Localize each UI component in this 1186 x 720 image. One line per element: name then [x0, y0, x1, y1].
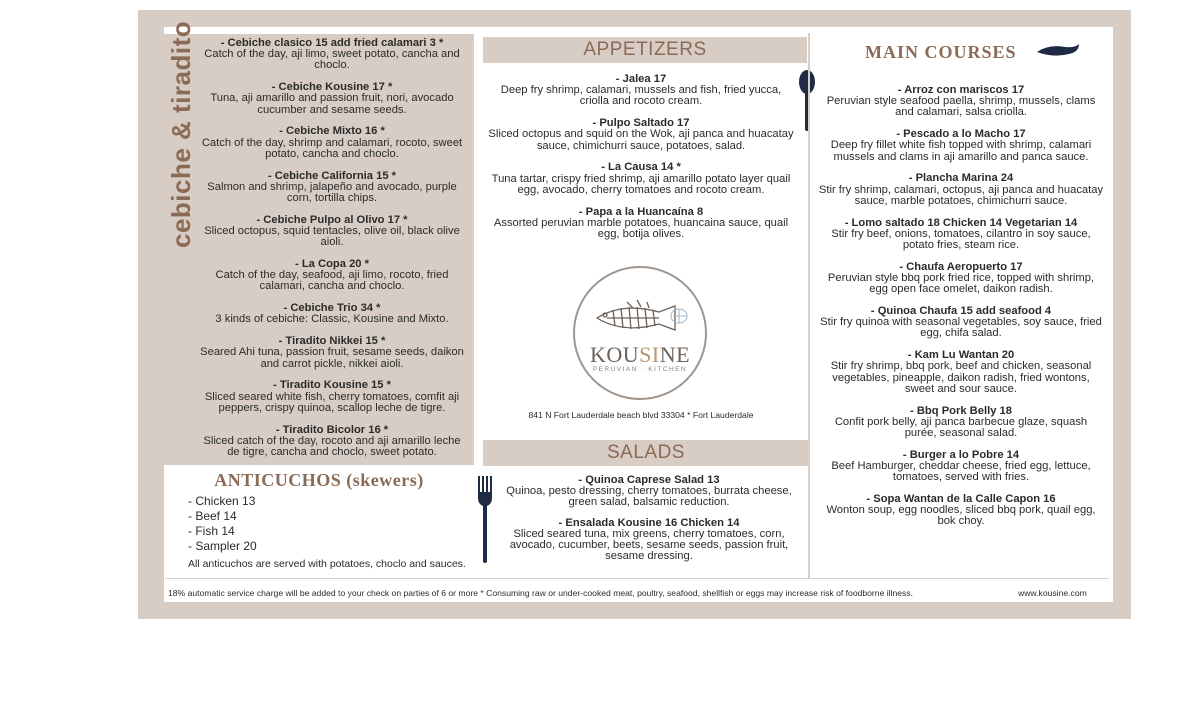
menu-item-description: Peruvian style bbq pork fried rice, topped with shrimp, egg open face omelet, daikon radish. [827, 272, 1095, 296]
menu-item-description: Confit pork belly, aji panca barbecue glaze, squash purée, seasonal salad. [834, 415, 1088, 440]
anticucho-item: - Beef 14 [188, 509, 237, 523]
menu-item-name: - Sopa Wantan de la Calle Capon 16 [866, 493, 1056, 506]
menu-item [488, 74, 794, 108]
column-divider [808, 33, 810, 578]
menu-item-description: Stir fry beef, onions, tomatoes, cilantro in soy sauce, potato fries, steam rice. [831, 227, 1091, 252]
menu-item-name: - Burger a lo Pobre 14 [902, 448, 1020, 461]
ceviche-section-title: cebiche & tiradito [166, 20, 196, 248]
menu-item-name: - Cebiche Kousine 17 * [271, 81, 393, 94]
menu-item-description: Sliced seared tuna, mix greens, cherry tomatoes, corn, avocado, cucumber, beets, sesame seeds, passion fruit, sesame dressing. [509, 527, 789, 563]
anticuchos-note: All anticuchos are served with potatoes, choclo and sauces. [188, 558, 466, 570]
menu-item [196, 38, 468, 72]
menu-item-description: Stir fry quinoa with seasonal vegetables, soy sauce, fried egg, chifa salad. [820, 316, 1102, 340]
menu-item-description: Salmon and shrimp, jalapeño and avocado, purple corn, tortilla chips. [207, 180, 457, 205]
anticuchos-title: ANTICUCHOS (skewers) [214, 470, 424, 490]
menu-item-description: Stir fry shrimp, calamari, octopus, aji panca and huacatay sauce, marble potatoes, chimichurri sauce. [818, 183, 1104, 207]
menu-item-description: Deep fry shrimp, calamari, mussels and fish, fried yucca, criolla and rocoto cream. [500, 84, 782, 108]
menu-item-description: Catch of the day, shrimp and calamari, rocoto, sweet potato, cancha and choclo. [201, 136, 463, 160]
menu-item [818, 350, 1104, 395]
menu-item-description: Sliced seared white fish, cherry tomatoes, comfit aji peppers, crispy quinoa, scallop leche de tigre. [204, 390, 460, 414]
menu-item [818, 306, 1104, 340]
footer-note: 18% automatic service charge will be added to your check on parties of 6 or more * Consuming raw or under-cooked meat, poultry, seafood, shellfish or eggs may increase risk of foodborne illness. [168, 588, 914, 598]
menu-item-name: - Quinoa Chaufa 15 add seafood 4 [870, 305, 1052, 318]
menu-item [818, 173, 1104, 207]
menu-item-description: Catch of the day, seafood, aji limo, rocoto, fried calamari, cancha and choclo. [215, 269, 449, 293]
menu-item-name: - Cebiche clasico 15 add fried calamari 3 * [220, 37, 444, 49]
menu-item-description: Beef Hamburger, cheddar cheese, fried egg, lettuce, tomatoes, served with fries. [831, 460, 1091, 484]
menu-item [196, 380, 468, 414]
menu-item-name: - Cebiche Pulpo al Olivo 17 * [256, 213, 408, 226]
menu-item-description: Stir fry shrimp, bbq pork, beef and chicken, seasonal vegetables, pineapple, daikon radish, fried wontons, sweet and sour sauce. [830, 360, 1092, 395]
menu-item-name: - Quinoa Caprese Salad 13 [578, 474, 720, 486]
ceviche-list [196, 38, 468, 469]
menu-item-name: - Papa a la Huancaína 8 [578, 205, 704, 218]
menu-item [494, 475, 804, 509]
menu-item-description: Quinoa, pesto dressing, cherry tomatoes, burrata cheese, green salad, balsamic reduction. [506, 485, 792, 509]
menu-item [196, 82, 468, 116]
menu-item [818, 494, 1104, 528]
menu-item-name: - Cebiche Mixto 16 * [279, 125, 385, 138]
menu-item [494, 518, 804, 563]
menu-item-name: - Tiradito Bicolor 16 * [275, 423, 389, 436]
menu-item [196, 303, 468, 325]
anticucho-item: - Sampler 20 [188, 539, 257, 553]
menu-item-description: Peruvian style seafood paella, shrimp, mussels, clams and calamari, salsa criolla. [826, 95, 1096, 119]
anticucho-item: - Fish 14 [188, 524, 235, 538]
kousine-logo [573, 266, 707, 400]
anticucho-item: - Chicken 13 [188, 494, 256, 508]
logo-wordmark: KOUSINE [589, 342, 691, 367]
menu-item-name: - Plancha Marina 24 [908, 172, 1014, 185]
menu-item-name: - La Copa 20 * [295, 258, 369, 271]
menu-item [818, 450, 1104, 484]
menu-item-name: - Pulpo Saltado 17 [592, 117, 690, 130]
menu-item [818, 85, 1104, 119]
menu-item-name: - Arroz con mariscos 17 [897, 84, 1025, 96]
menu-item-name: - Bbq Pork Belly 18 [910, 404, 1012, 417]
menu-item-name: - Jalea 17 [615, 73, 667, 85]
anticuchos-list [188, 494, 257, 554]
menu-item [488, 162, 794, 196]
menu-item-name: - Ensalada Kousine 16 Chicken 14 [558, 516, 740, 529]
menu-item-name: - Cebiche Trio 34 * [283, 302, 381, 315]
appetizers-list [488, 74, 794, 251]
main-courses-list [818, 85, 1104, 538]
menu-item-name: - Lomo saltado 18 Chicken 14 Vegetarian 14 [844, 216, 1078, 229]
menu-item-description: Sliced octopus and squid on the Wok, aji panca and huacatay sauce, chimichurri sauce, potatoes, salad. [488, 128, 794, 152]
menu-item [818, 218, 1104, 252]
menu-item [196, 336, 468, 370]
appetizers-header: APPETIZERS [483, 37, 807, 63]
fork-icon [477, 476, 493, 564]
chili-pepper-icon [1035, 42, 1081, 58]
menu-item-name: - Tiradito Nikkei 15 * [278, 335, 386, 348]
menu-item [488, 118, 794, 152]
menu-item-name: - Pescado a lo Macho 17 [896, 128, 1026, 141]
menu-item-description: 3 kinds of cebiche: Classic, Kousine and Mixto. [215, 313, 449, 326]
restaurant-address: 841 N Fort Lauderdale beach blvd 33304 * Fort Lauderdale [528, 410, 754, 420]
footer-divider [165, 578, 1109, 579]
salads-list [494, 475, 804, 571]
menu-item-description: Tuna tartar, crispy fried shrimp, aji amarillo potato layer quail egg, avocado, cherry tomatoes and rocoto cream. [491, 172, 791, 196]
menu-item-description: Deep fry fillet white fish topped with shrimp, calamari mussels and clams in aji amarillo and panca sauce. [830, 139, 1092, 163]
menu-item [196, 425, 468, 459]
footer-website[interactable]: www.kousine.com [1018, 588, 1087, 598]
menu-item [488, 207, 794, 241]
menu-item-name: - La Causa 14 * [601, 161, 681, 174]
menu-item [196, 259, 468, 293]
menu-item [196, 126, 468, 160]
menu-item-description: Sliced octopus, squid tentacles, olive oil, black olive aioli. [204, 225, 460, 249]
logo-subtitle: PERUVIAN · KITCHEN [592, 366, 688, 373]
menu-item [196, 215, 468, 249]
spoon-icon [797, 70, 817, 132]
menu-item-description: Assorted peruvian marble potatoes, huancaina sauce, quail egg, botija olives. [493, 216, 789, 241]
menu-item-name: - Cebiche California 15 * [267, 169, 397, 182]
menu-item-description: Sliced catch of the day, rocoto and aji amarillo leche de tigre, cancha and choclo, sweet potato. [203, 434, 461, 459]
main-courses-title: MAIN COURSES [865, 42, 1017, 62]
menu-item-description: Catch of the day, aji limo, sweet potato, cancha and choclo. [204, 48, 460, 72]
fish-skeleton-icon [593, 296, 691, 340]
menu-item [818, 129, 1104, 163]
menu-item-name: - Kam Lu Wantan 20 [907, 349, 1015, 362]
menu-item-name: - Chaufa Aeropuerto 17 [899, 260, 1023, 273]
menu-item-description: Seared Ahi tuna, passion fruit, sesame seeds, daikon and carrot pickle, nikkei aioli. [200, 346, 464, 370]
menu-item-description: Tuna, aji amarillo and passion fruit, nori, avocado cucumber and sesame seeds. [210, 92, 454, 116]
salads-header: SALADS [483, 440, 809, 466]
menu-item-name: - Tiradito Kousine 15 * [273, 379, 391, 392]
menu-item [196, 171, 468, 205]
menu-item-description: Wonton soup, egg noodles, sliced bbq pork, quail egg, bok choy. [826, 504, 1096, 528]
menu-item [818, 406, 1104, 440]
menu-item [818, 262, 1104, 296]
